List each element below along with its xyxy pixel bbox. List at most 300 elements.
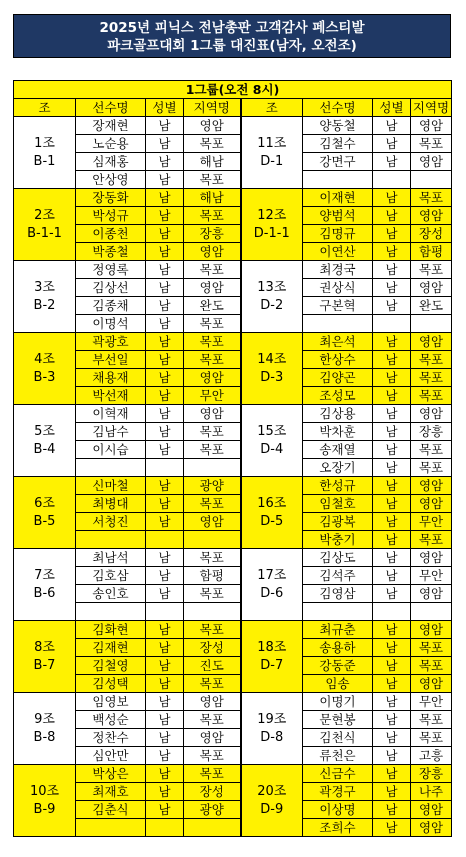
player-gender: 남 <box>146 405 184 423</box>
player-name <box>76 531 146 549</box>
player-region: 목포 <box>184 765 241 783</box>
player-name: 강동준 <box>303 657 373 675</box>
player-name: 박선재 <box>76 387 146 405</box>
player-name: 최재호 <box>76 783 146 801</box>
player-name: 강면구 <box>303 153 373 171</box>
group-code: D-8 <box>260 729 284 745</box>
player-name: 심재홍 <box>76 153 146 171</box>
table-row <box>14 207 452 225</box>
player-gender: 남 <box>146 333 184 351</box>
group-code: D-4 <box>260 441 284 457</box>
player-gender: 남 <box>373 441 411 459</box>
player-name: 김상용 <box>303 405 373 423</box>
table-row <box>14 459 452 477</box>
table-row <box>14 549 452 567</box>
player-gender: 남 <box>146 369 184 387</box>
player-gender: 남 <box>373 459 411 477</box>
player-region: 영암 <box>411 477 452 495</box>
player-name <box>76 459 146 477</box>
group-code: B-1-1 <box>27 225 62 241</box>
player-gender: 남 <box>373 405 411 423</box>
group-number: 12조 <box>257 207 287 223</box>
player-gender: 남 <box>373 477 411 495</box>
group-label-left <box>14 117 76 189</box>
player-name: 최은석 <box>303 333 373 351</box>
player-region: 영암 <box>184 729 241 747</box>
player-gender: 남 <box>146 441 184 459</box>
group-code: B-9 <box>33 801 56 817</box>
player-region: 영암 <box>411 621 452 639</box>
player-region: 진도 <box>184 657 241 675</box>
player-region: 영암 <box>184 369 241 387</box>
group-label-right <box>241 405 303 477</box>
player-region: 목포 <box>184 495 241 513</box>
table-row <box>14 801 452 819</box>
player-gender: 남 <box>146 153 184 171</box>
player-gender: 남 <box>146 189 184 207</box>
header-row <box>14 99 452 117</box>
player-region: 목포 <box>184 333 241 351</box>
group-number: 11조 <box>257 135 287 151</box>
player-gender: 남 <box>373 387 411 405</box>
player-region: 영암 <box>411 675 452 693</box>
player-region: 광양 <box>184 477 241 495</box>
player-region: 무안 <box>411 693 452 711</box>
player-name: 김영삼 <box>303 585 373 603</box>
player-region <box>184 603 241 621</box>
player-region: 장성 <box>184 639 241 657</box>
header-cell: 성별 <box>373 99 411 117</box>
player-region <box>411 315 452 333</box>
player-region: 장흥 <box>184 225 241 243</box>
table-row <box>14 603 452 621</box>
player-gender: 남 <box>373 693 411 711</box>
group-label-left <box>14 549 76 621</box>
group-number: 3조 <box>34 279 55 295</box>
player-gender: 남 <box>373 801 411 819</box>
player-name: 이연산 <box>303 243 373 261</box>
player-name <box>303 171 373 189</box>
player-region <box>411 171 452 189</box>
table-row <box>14 783 452 801</box>
player-gender <box>146 603 184 621</box>
group-code: D-5 <box>260 513 284 529</box>
table-row <box>14 351 452 369</box>
table-row <box>14 315 452 333</box>
player-gender: 남 <box>373 189 411 207</box>
group-code: D-1-1 <box>253 225 290 241</box>
player-region: 무안 <box>411 567 452 585</box>
player-gender: 남 <box>146 801 184 819</box>
player-region: 목포 <box>184 711 241 729</box>
player-name: 김철영 <box>76 657 146 675</box>
player-gender: 남 <box>146 171 184 189</box>
table-row <box>14 729 452 747</box>
player-region: 목포 <box>184 207 241 225</box>
player-name: 박상은 <box>76 765 146 783</box>
player-region: 목포 <box>411 387 452 405</box>
player-gender: 남 <box>146 675 184 693</box>
player-region: 목포 <box>184 423 241 441</box>
group-number: 14조 <box>257 351 287 367</box>
table-row <box>14 441 452 459</box>
table-row <box>14 261 452 279</box>
player-name: 김천식 <box>303 729 373 747</box>
player-gender: 남 <box>146 513 184 531</box>
player-gender: 남 <box>373 531 411 549</box>
player-name: 노순용 <box>76 135 146 153</box>
table-row <box>14 297 452 315</box>
header-cell: 성별 <box>146 99 184 117</box>
player-gender: 남 <box>373 639 411 657</box>
player-region: 목포 <box>411 639 452 657</box>
group-number: 7조 <box>34 567 55 583</box>
player-gender: 남 <box>373 675 411 693</box>
player-gender: 남 <box>373 567 411 585</box>
player-gender: 남 <box>146 279 184 297</box>
table-row <box>14 333 452 351</box>
table-row <box>14 189 452 207</box>
group-number: 9조 <box>34 711 55 727</box>
player-name: 김양곤 <box>303 369 373 387</box>
player-region: 목포 <box>184 441 241 459</box>
player-region: 영암 <box>411 279 452 297</box>
group-band-row <box>14 81 452 99</box>
player-name <box>76 819 146 837</box>
player-name: 신금수 <box>303 765 373 783</box>
player-name: 임송 <box>303 675 373 693</box>
table-row <box>14 819 452 837</box>
player-name: 이혁재 <box>76 405 146 423</box>
player-region: 목포 <box>411 657 452 675</box>
player-gender: 남 <box>146 225 184 243</box>
player-name: 조희수 <box>303 819 373 837</box>
group-code: B-5 <box>33 513 56 529</box>
player-region <box>184 819 241 837</box>
group-number: 4조 <box>34 351 55 367</box>
table-row <box>14 279 452 297</box>
player-gender: 남 <box>146 693 184 711</box>
group-label-right <box>241 333 303 405</box>
player-name: 구본혁 <box>303 297 373 315</box>
player-gender: 남 <box>146 585 184 603</box>
player-gender: 남 <box>373 747 411 765</box>
player-region: 목포 <box>184 315 241 333</box>
table-row <box>14 621 452 639</box>
table-row <box>14 405 452 423</box>
player-gender: 남 <box>373 621 411 639</box>
player-name: 이재현 <box>303 189 373 207</box>
player-name: 김명규 <box>303 225 373 243</box>
group-code: B-4 <box>33 441 56 457</box>
player-region: 목포 <box>184 747 241 765</box>
table-row <box>14 675 452 693</box>
player-gender <box>373 171 411 189</box>
player-name: 김광복 <box>303 513 373 531</box>
table-row <box>14 711 452 729</box>
player-gender: 남 <box>373 333 411 351</box>
group-label-left <box>14 189 76 261</box>
group-number: 2조 <box>34 207 55 223</box>
player-region: 완도 <box>411 297 452 315</box>
player-gender: 남 <box>146 243 184 261</box>
player-gender: 남 <box>146 135 184 153</box>
player-region: 영암 <box>411 585 452 603</box>
group-code: B-2 <box>33 297 56 313</box>
player-name: 김화현 <box>76 621 146 639</box>
player-region: 장성 <box>411 225 452 243</box>
player-region: 목포 <box>411 135 452 153</box>
player-region: 목포 <box>184 261 241 279</box>
player-gender: 남 <box>146 729 184 747</box>
player-gender: 남 <box>373 369 411 387</box>
player-name: 김철수 <box>303 135 373 153</box>
player-name: 김상선 <box>76 279 146 297</box>
player-gender: 남 <box>146 711 184 729</box>
group-number: 13조 <box>257 279 287 295</box>
player-region: 목포 <box>411 531 452 549</box>
player-region: 영암 <box>411 405 452 423</box>
player-region: 목포 <box>184 675 241 693</box>
table-row <box>14 657 452 675</box>
player-gender: 남 <box>146 567 184 585</box>
player-gender <box>146 459 184 477</box>
player-region: 영암 <box>184 117 241 135</box>
player-gender: 남 <box>373 549 411 567</box>
table-row <box>14 495 452 513</box>
player-name: 류천은 <box>303 747 373 765</box>
player-name: 김호삼 <box>76 567 146 585</box>
group-code: D-3 <box>260 369 284 385</box>
group-code: D-2 <box>260 297 284 313</box>
table-row <box>14 765 452 783</box>
player-region: 광양 <box>184 801 241 819</box>
player-name: 김재현 <box>76 639 146 657</box>
player-region: 장흥 <box>411 765 452 783</box>
player-gender: 남 <box>146 423 184 441</box>
table-row <box>14 513 452 531</box>
player-region: 영암 <box>184 405 241 423</box>
player-region: 목포 <box>411 441 452 459</box>
player-name: 백성순 <box>76 711 146 729</box>
player-region: 해남 <box>184 189 241 207</box>
player-name: 최남석 <box>76 549 146 567</box>
player-name: 임철호 <box>303 495 373 513</box>
player-region: 목포 <box>411 711 452 729</box>
player-region: 목포 <box>184 351 241 369</box>
player-gender: 남 <box>373 153 411 171</box>
player-gender: 남 <box>373 351 411 369</box>
player-name: 채용재 <box>76 369 146 387</box>
player-region: 영암 <box>411 549 452 567</box>
group-number: 15조 <box>257 423 287 439</box>
player-gender: 남 <box>146 495 184 513</box>
group-number: 6조 <box>34 495 55 511</box>
group-code: B-7 <box>33 657 56 673</box>
player-gender: 남 <box>373 783 411 801</box>
player-region: 목포 <box>411 261 452 279</box>
group-label-right <box>241 621 303 693</box>
player-gender: 남 <box>146 621 184 639</box>
group-code: B-3 <box>33 369 56 385</box>
player-name <box>303 603 373 621</box>
table-row <box>14 153 452 171</box>
player-name: 김상도 <box>303 549 373 567</box>
header-cell: 선수명 <box>303 99 373 117</box>
player-gender: 남 <box>146 207 184 225</box>
group-label-right <box>241 765 303 837</box>
player-name: 이명기 <box>303 693 373 711</box>
header-cell: 선수명 <box>76 99 146 117</box>
table-row <box>14 369 452 387</box>
group-label-right <box>241 261 303 333</box>
player-gender: 남 <box>146 351 184 369</box>
player-gender: 남 <box>373 117 411 135</box>
bracket-table <box>13 80 452 837</box>
player-gender: 남 <box>146 297 184 315</box>
player-region: 목포 <box>411 459 452 477</box>
player-name <box>303 315 373 333</box>
header-cell: 지역명 <box>411 99 452 117</box>
table-row <box>14 171 452 189</box>
player-region: 목포 <box>411 189 452 207</box>
group-code: D-1 <box>260 153 284 169</box>
player-region <box>184 459 241 477</box>
player-name <box>76 603 146 621</box>
player-region: 함평 <box>411 243 452 261</box>
player-name: 조성모 <box>303 387 373 405</box>
player-region: 장흥 <box>411 423 452 441</box>
player-name: 박종철 <box>76 243 146 261</box>
player-name: 이종천 <box>76 225 146 243</box>
player-region: 완도 <box>184 297 241 315</box>
player-gender: 남 <box>146 747 184 765</box>
player-gender: 남 <box>373 243 411 261</box>
player-gender: 남 <box>373 585 411 603</box>
player-gender: 남 <box>146 387 184 405</box>
player-name: 안상영 <box>76 171 146 189</box>
player-region: 영암 <box>411 819 452 837</box>
player-name: 정영록 <box>76 261 146 279</box>
group-label-right <box>241 549 303 621</box>
group-label-right <box>241 693 303 765</box>
player-name: 양범석 <box>303 207 373 225</box>
table-row <box>14 477 452 495</box>
player-region: 영암 <box>184 693 241 711</box>
table-row <box>14 585 452 603</box>
player-gender: 남 <box>373 207 411 225</box>
player-region: 목포 <box>184 585 241 603</box>
group-band: 1그룹(오전 8시) <box>14 81 452 99</box>
player-name: 임영보 <box>76 693 146 711</box>
group-label-left <box>14 621 76 693</box>
player-region: 목포 <box>184 621 241 639</box>
player-region: 영암 <box>411 153 452 171</box>
player-region: 무안 <box>411 513 452 531</box>
player-name: 김성택 <box>76 675 146 693</box>
player-gender: 남 <box>146 657 184 675</box>
player-gender: 남 <box>146 765 184 783</box>
player-region: 무안 <box>184 387 241 405</box>
player-name: 오장기 <box>303 459 373 477</box>
player-name: 김춘식 <box>76 801 146 819</box>
group-label-right <box>241 477 303 549</box>
player-name: 신마철 <box>76 477 146 495</box>
sheet-title <box>13 14 451 58</box>
group-number: 18조 <box>257 639 287 655</box>
player-region: 영암 <box>411 333 452 351</box>
group-number: 5조 <box>34 423 55 439</box>
player-name: 서청진 <box>76 513 146 531</box>
table-row <box>14 567 452 585</box>
player-region: 고흥 <box>411 747 452 765</box>
table-row <box>14 423 452 441</box>
player-region: 목포 <box>184 171 241 189</box>
group-number: 1조 <box>34 135 55 151</box>
table-row <box>14 117 452 135</box>
player-gender: 남 <box>373 711 411 729</box>
player-gender <box>373 315 411 333</box>
player-region: 영암 <box>411 207 452 225</box>
player-name: 권상식 <box>303 279 373 297</box>
player-gender: 남 <box>146 315 184 333</box>
player-gender: 남 <box>373 261 411 279</box>
player-name: 송재열 <box>303 441 373 459</box>
player-region: 목포 <box>184 549 241 567</box>
player-name: 최병대 <box>76 495 146 513</box>
player-region: 목포 <box>411 369 452 387</box>
player-name: 심안만 <box>76 747 146 765</box>
player-name: 장재현 <box>76 117 146 135</box>
group-label-right <box>241 189 303 261</box>
player-gender: 남 <box>373 279 411 297</box>
player-name: 곽경구 <box>303 783 373 801</box>
player-name: 곽광호 <box>76 333 146 351</box>
group-code: B-6 <box>33 585 56 601</box>
player-name: 김석주 <box>303 567 373 585</box>
player-region: 목포 <box>411 351 452 369</box>
player-name: 한상수 <box>303 351 373 369</box>
group-code: D-9 <box>260 801 284 817</box>
group-number: 19조 <box>257 711 287 727</box>
player-name: 이명석 <box>76 315 146 333</box>
player-gender: 남 <box>373 297 411 315</box>
player-gender: 남 <box>146 639 184 657</box>
group-label-right <box>241 117 303 189</box>
player-gender: 남 <box>373 819 411 837</box>
player-region: 영암 <box>184 513 241 531</box>
table-row <box>14 387 452 405</box>
player-gender: 남 <box>373 135 411 153</box>
player-region <box>411 603 452 621</box>
player-name: 박차훈 <box>303 423 373 441</box>
table-row <box>14 243 452 261</box>
group-code: B-1 <box>33 153 56 169</box>
player-gender: 남 <box>146 477 184 495</box>
player-region: 영암 <box>411 117 452 135</box>
player-gender: 남 <box>146 261 184 279</box>
player-gender: 남 <box>146 549 184 567</box>
table-row <box>14 135 452 153</box>
player-name: 양동철 <box>303 117 373 135</box>
table-row <box>14 693 452 711</box>
group-label-left <box>14 693 76 765</box>
title-line-1: 2025년 피닉스 전남총판 고객감사 페스티발 <box>99 20 365 36</box>
group-label-left <box>14 765 76 837</box>
player-region: 영암 <box>411 801 452 819</box>
group-label-left <box>14 261 76 333</box>
table-row <box>14 747 452 765</box>
